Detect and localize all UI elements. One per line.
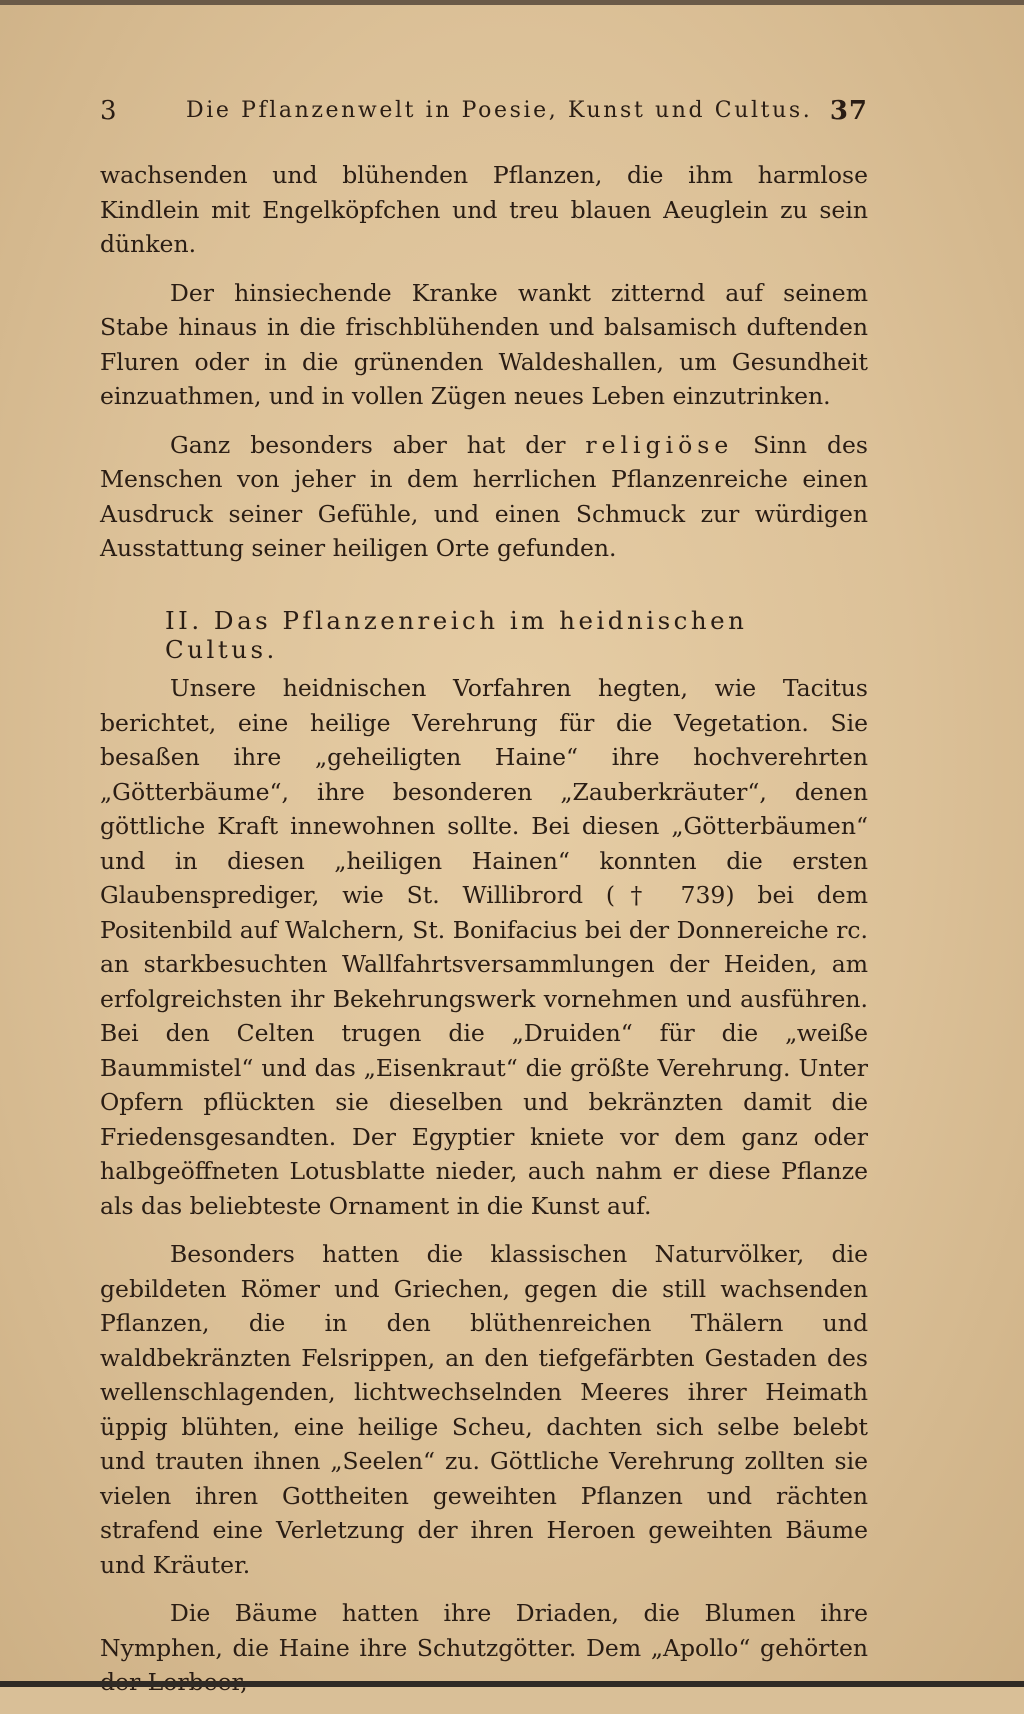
paragraph: Die Bäume hatten ihre Driaden, die Blumen ihre Nymphen, die Haine ihre Schutzgötter. Dem „Apollo“ gehörten (100, 1599, 868, 1662)
section-heading: II. Das Pflanzenreich im heidnischen Cultus. (165, 606, 748, 664)
running-title: Die Pflanzenwelt in Poesie, Kunst und Cultus. (186, 98, 813, 123)
paragraph: wachsenden und blühenden Pflanzen, die ihm harmlose Kindlein mit Engelköpfchen und treu blauen Aeuglein zu sein dünken. (100, 161, 868, 258)
paragraph (100, 428, 868, 566)
page-header (100, 96, 868, 130)
text-block-top (100, 158, 868, 580)
paragraph: Unsere heidnischen Vorfahren hegten, wie Tacitus berichtet, eine heilige Verehrung für die Vegetation. Sie besaßen ihre „geheiligten Haine“ ihre hochverehrten „Götterbäume“, ihre besonderen „Zauberkräuter“, denen göttliche Kraft innewohnen sollte. Bei diesen „Götterbäumen“ und in diesen „heiligen Hainen“ konnten die ersten Glaubensprediger, wie St. Willibrord († 739) bei dem Positenbild auf Walchern, St. Bonifacius bei der Donnereiche rc. an starkbesuchten Wallfahrtsversammlungen der Heiden, am erfolgreichsten ihr Bekehrungswerk vornehmen und ausführen. Bei den Celten trugen die „Druiden“ für die „weiße Baummistel“ und das „Eisenkraut“ die größte Verehrung. Unter Opfern pflückten sie dieselben und bekränzten damit die Friedensgesandten. Der Egyptier kniete vor dem ganz oder halbgeöffneten Lotusblatte nieder, auch nahm er diese Pflanze als das beliebteste Ornament in die Kunst auf. (100, 674, 868, 1220)
paragraph: Der hinsiechende Kranke wankt zitternd auf seinem Stabe hinaus in die frischblühenden und balsamisch duftenden Fluren oder in die grünenden Waldeshallen, um Gesundheit einzuathmen, und in vollen Zügen neues Leben einzutrinken. (100, 278, 868, 410)
page-number: 37 (829, 96, 868, 126)
paragraph: Besonders hatten die klassischen Naturvölker, die gebildeten Römer und Griechen, gegen die still wachsenden Pflanzen, die in den blüthenreichen Thälern und waldbekränzten Felsrippen, an den tiefgefärbten Gestaden des wellenschlagenden, lichtwechselnden Meeres ihrer Heimath üppig blühten, eine heilige Scheu, dachten sich selbe belebt und trauten ihnen „Seelen“ zu. Göttliche Verehrung zollten sie vielen ihren Gottheiten geweihten Pflanzen und rächten strafend eine Verletzung der ihren Heroen geweihten Bäume und Kräuter. (100, 1240, 868, 1579)
paragraph-text: Sinn des Menschen von jeher in dem herrlichen Pflanzenreiche einen Ausdruck seiner Gefühle, und einen Schmuck zur würdigen Ausstattung seiner heiligen Orte gefunden. (100, 430, 868, 562)
emphasized-word: religiöse (585, 430, 734, 459)
scan-bottom-edge (0, 1681, 1024, 1687)
signature-mark: 3 (100, 96, 118, 126)
text-block-bottom (100, 671, 868, 1714)
paragraph-text: Ganz besonders aber hat der (170, 430, 566, 459)
scan-top-edge (0, 0, 1024, 5)
